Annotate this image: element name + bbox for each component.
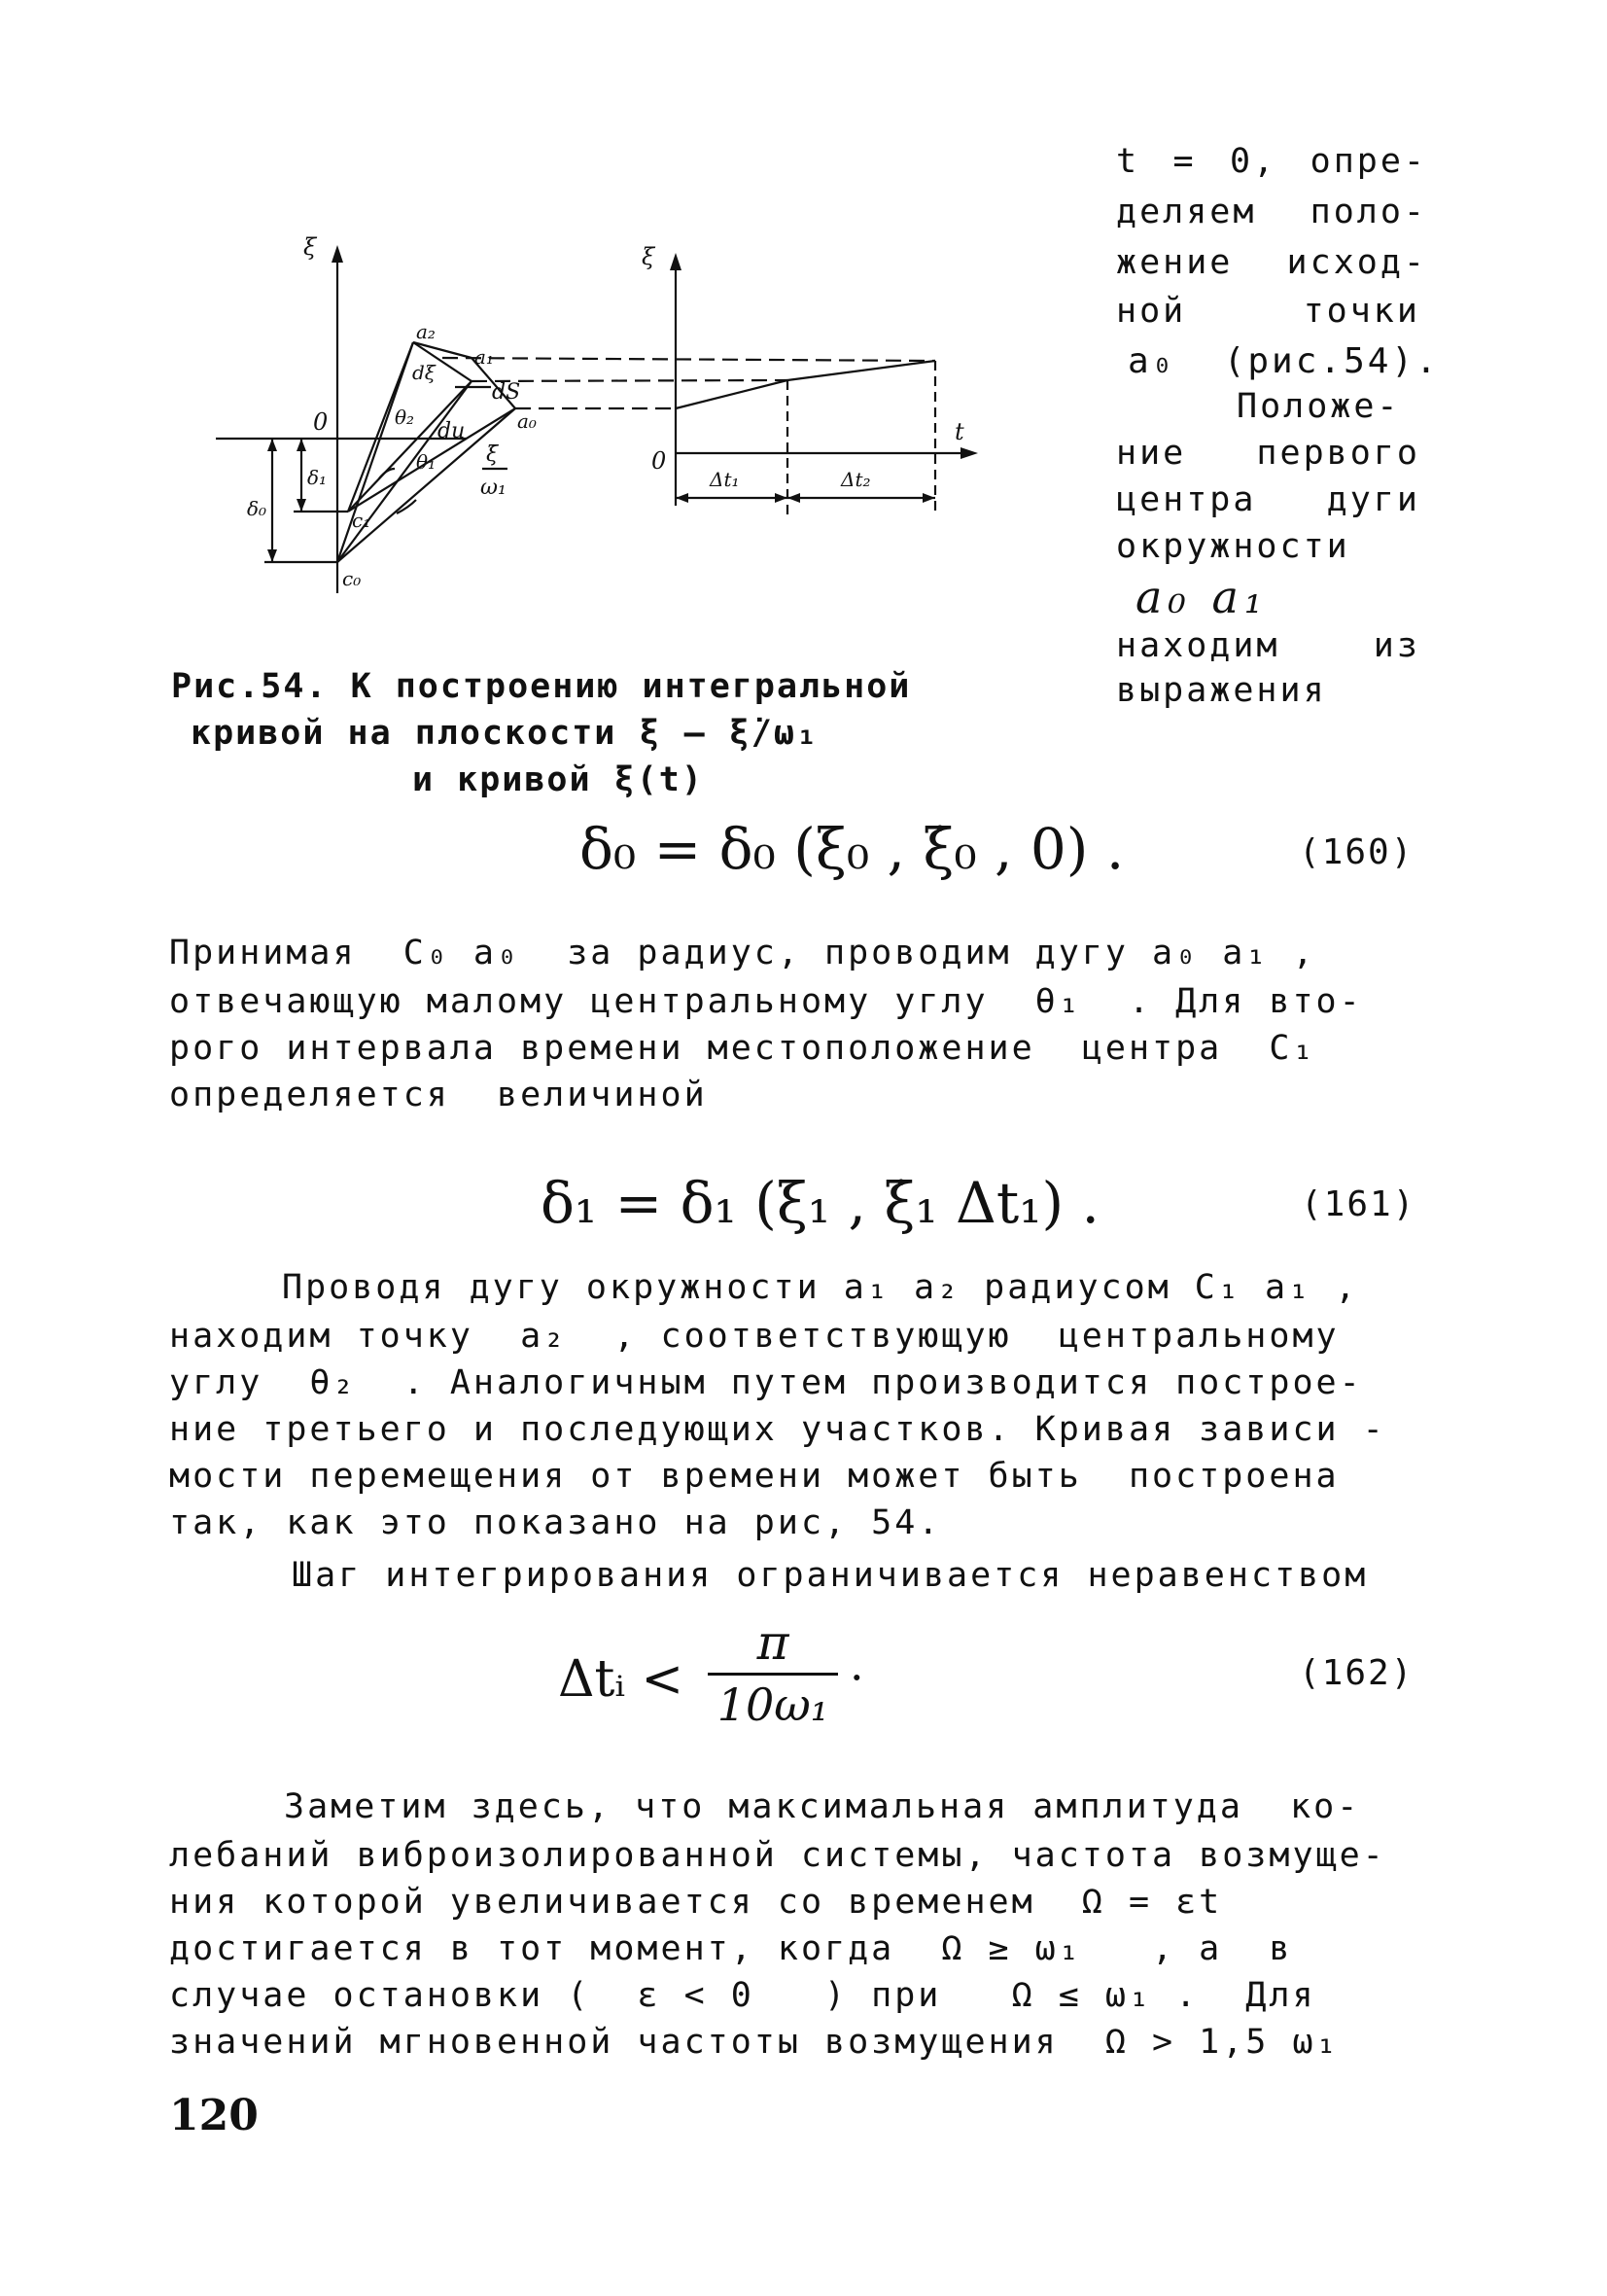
right-col-line: a₀ a₁ bbox=[1135, 571, 1269, 623]
fraction-bar bbox=[708, 1673, 838, 1676]
right-col-line: t = 0, опре- bbox=[1116, 142, 1427, 181]
right-col-line: находим из bbox=[1116, 626, 1420, 665]
right-col-line: a₀ (рис.54). bbox=[1128, 341, 1440, 381]
label-dt1: Δt₁ bbox=[710, 468, 740, 491]
equation-160: δ₀ = δ₀ (ξ₀ , ξ̇₀ , 0) . bbox=[579, 816, 1125, 882]
right-col-line: центра дуги bbox=[1116, 480, 1420, 519]
label-a1: a₁ bbox=[474, 345, 494, 369]
label-t: t bbox=[955, 418, 964, 445]
paragraph-line: ние третьего и последующих участков. Кривая зависи - bbox=[169, 1410, 1386, 1449]
right-col-line: деляем поло- bbox=[1116, 193, 1427, 231]
label-c0: c₀ bbox=[342, 567, 362, 590]
right-col-line: окружности bbox=[1116, 527, 1350, 566]
right-col-line: ние первого bbox=[1116, 434, 1420, 473]
equation-number-162: (162) bbox=[1299, 1653, 1415, 1693]
fraction-denominator: 10ω₁ bbox=[716, 1678, 829, 1731]
label-a2: a₂ bbox=[416, 320, 436, 343]
label-theta1: θ₁ bbox=[416, 450, 437, 474]
paragraph-line: находим точку a₂ , соответствующую центральному bbox=[169, 1317, 1340, 1356]
label-theta2: θ₂ bbox=[395, 406, 415, 429]
figure-caption-line3: и кривой ξ(t) bbox=[412, 760, 704, 799]
label-delta1: δ₁ bbox=[307, 466, 328, 489]
right-col-line: выражения bbox=[1116, 671, 1327, 710]
paragraph-line: значений мгновенной частоты возмущения Ω > 1,5 ω₁ bbox=[169, 2023, 1340, 2062]
fraction-numerator: π bbox=[756, 1614, 789, 1671]
paragraph-3: Шаг интегрирования ограничивается неравенством bbox=[292, 1556, 1369, 1595]
paragraph-line: случае остановки ( ε < 0 ) при Ω ≤ ω₁ . Для bbox=[169, 1976, 1316, 2015]
paragraph-line: лебаний виброизолированной системы, частота возмуще- bbox=[169, 1836, 1386, 1875]
equation-162-tail: · bbox=[850, 1651, 864, 1704]
paragraph-line: так, как это показано на рис, 54. bbox=[169, 1503, 942, 1542]
label-ds: dS bbox=[492, 380, 521, 405]
page-number: 120 bbox=[169, 2091, 259, 2140]
paragraph-line: Принимая C₀ a₀ за радиус, проводим дугу a₀ a₁ , bbox=[169, 934, 1316, 972]
figure-54 bbox=[204, 224, 1001, 632]
paragraph-line: отвечающую малому центральному углу θ₁ . Для вто- bbox=[169, 982, 1363, 1021]
figure-caption-line2: кривой на плоскости ξ – ξ̇/ω₁ bbox=[191, 714, 820, 753]
xi-t-curve bbox=[676, 361, 935, 408]
paragraph-line: определяется величиной bbox=[169, 1076, 708, 1114]
paragraph-line: достигается в тот момент, когда Ω ≥ ω₁ , а в bbox=[169, 1929, 1293, 1968]
label-du: du bbox=[437, 419, 466, 443]
equation-number-161: (161) bbox=[1301, 1184, 1416, 1224]
label-xi-left: ξ bbox=[303, 233, 317, 261]
label-delta0: δ₀ bbox=[247, 497, 267, 520]
label-a0: a₀ bbox=[517, 409, 537, 433]
label-c1: c₁ bbox=[352, 509, 371, 532]
paragraph-line: ния которой увеличивается со временем Ω = εt bbox=[169, 1883, 1223, 1922]
label-xi-right: ξ bbox=[642, 243, 655, 270]
figure-caption-line1: Рис.54. К построению интегральной bbox=[171, 667, 912, 706]
equation-161: δ₁ = δ₁ (ξ₁ , ξ̇₁ Δt₁) . bbox=[541, 1170, 1100, 1236]
right-col-line: ной точки bbox=[1116, 292, 1420, 331]
paragraph-line: рого интервала времени местоположение центра C₁ bbox=[169, 1029, 1316, 1068]
paragraph-line: углу θ₂ . Аналогичным путем производится построе- bbox=[169, 1363, 1363, 1402]
label-dt2: Δt₂ bbox=[841, 468, 871, 491]
right-col-line: Положе- bbox=[1237, 387, 1401, 426]
equation-162-lhs: Δtᵢ < bbox=[558, 1650, 684, 1709]
label-omega1: ω₁ bbox=[480, 476, 507, 500]
equation-number-160: (160) bbox=[1299, 832, 1415, 872]
label-origin-right: 0 bbox=[651, 447, 667, 475]
equation-162-fraction bbox=[700, 1614, 846, 1732]
label-dxi: dξ bbox=[412, 361, 436, 384]
paragraph-line: Заметим здесь, что максимальная амплитуда ко- bbox=[284, 1787, 1361, 1826]
paragraph-line: мости перемещения от времени может быть построена bbox=[169, 1457, 1340, 1496]
right-col-line: жение исход- bbox=[1116, 243, 1427, 282]
label-origin-left: 0 bbox=[313, 408, 329, 436]
label-xi-dot: ξ̇ bbox=[486, 442, 499, 467]
paragraph-line: Проводя дугу окружности a₁ a₂ радиусом C₁ a₁ , bbox=[282, 1268, 1359, 1307]
